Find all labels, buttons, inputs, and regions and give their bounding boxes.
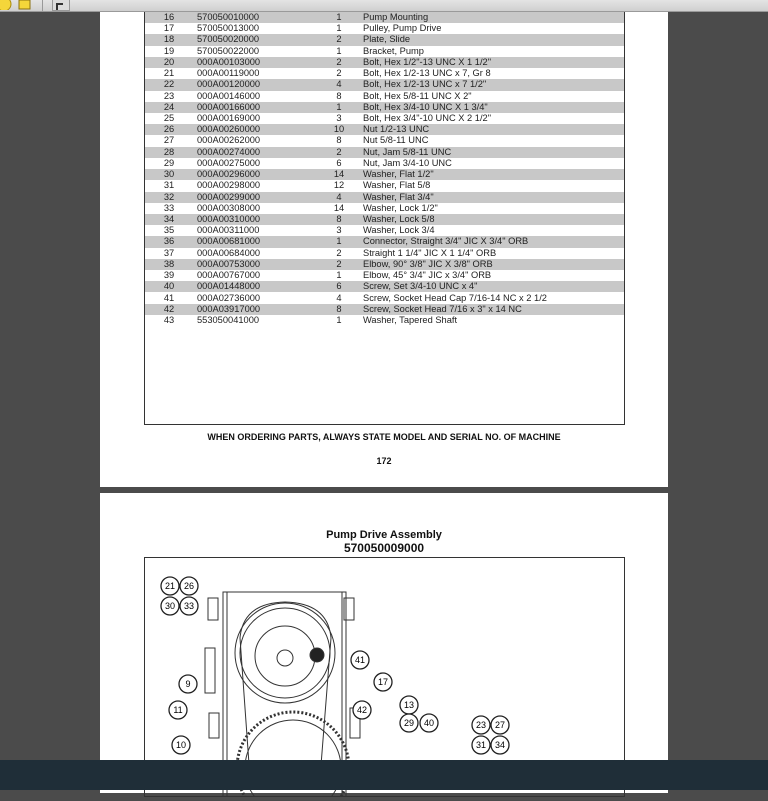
table-row: [145, 12, 624, 23]
description: Bolt, Hex 1/2-13 UNC x 7, Gr 8: [363, 68, 491, 79]
description: Washer, Lock 3/4: [363, 225, 435, 236]
description: Bolt, Hex 3/4"-10 UNC X 2 1/2": [363, 112, 492, 123]
assembly-title: Pump Drive Assembly: [326, 529, 442, 541]
item-number: 39: [163, 270, 175, 281]
part-number: 570050010000: [197, 12, 260, 22]
quantity: 8: [336, 303, 342, 314]
table-row: [145, 225, 624, 236]
description: Straight 1 1/4" JIC X 1 1/4" ORB: [363, 247, 497, 258]
item-number: 35: [163, 225, 175, 236]
quantity: 1: [336, 314, 342, 325]
table-row: [145, 214, 624, 225]
description: Nut, Jam 3/4-10 UNC: [363, 157, 452, 168]
description: Screw, Socket Head 7/16 x 3" x 14 NC: [363, 303, 522, 314]
item-number: 42: [163, 303, 175, 314]
description: Washer, Lock 5/8: [363, 213, 435, 224]
quantity: 10: [333, 124, 345, 135]
description: Elbow, 90° 3/8" JIC X 3/8" ORB: [363, 258, 493, 269]
description: Nut 1/2-13 UNC: [363, 124, 430, 135]
edit-icon[interactable]: [17, 0, 33, 10]
quantity: 12: [333, 180, 345, 191]
table-row: [145, 34, 624, 45]
description: Plate, Slide: [363, 34, 411, 45]
callout-label: 33: [183, 601, 195, 611]
table-row: [145, 180, 624, 191]
quantity: 4: [336, 191, 342, 202]
part-number: 000A00260000: [197, 124, 261, 135]
item-number: 26: [163, 124, 175, 135]
part-number: 000A00169000: [197, 112, 261, 123]
part-number: 000A00753000: [197, 258, 261, 269]
callout-label: 23: [475, 720, 487, 730]
quantity: 6: [336, 157, 342, 168]
item-number: 22: [163, 79, 175, 90]
item-number: 31: [163, 180, 175, 191]
part-number: 000A00262000: [197, 135, 261, 146]
table-row: [145, 102, 624, 113]
item-number: 24: [163, 101, 175, 112]
callout-label: 21: [164, 581, 176, 591]
quantity: 4: [336, 79, 342, 90]
description: Screw, Socket Head Cap 7/16-14 NC x 2 1/2: [363, 292, 547, 303]
item-number: 36: [163, 236, 175, 247]
callout-9: [179, 675, 197, 693]
quantity: 6: [336, 281, 342, 292]
callout-11: [169, 701, 187, 719]
callout-33: [180, 597, 198, 615]
callout-27: [491, 716, 509, 734]
table-row: [145, 192, 624, 203]
description: Elbow, 45° 3/4" JIC x 3/4" ORB: [363, 270, 492, 281]
description: Bracket, Pump: [363, 45, 424, 56]
callout-label: 41: [354, 655, 366, 665]
part-number: 570050013000: [197, 23, 260, 34]
part-number: 000A00310000: [197, 213, 261, 224]
description: Bolt, Hex 1/2-13 UNC x 7 1/2": [363, 79, 487, 90]
table-row: [145, 124, 624, 135]
callout-29: [400, 714, 418, 732]
part-number: 000A00299000: [197, 191, 261, 202]
ordering-notice: WHEN ORDERING PARTS, ALWAYS STATE MODEL AND SERIAL NO. OF MACHINE: [207, 432, 561, 442]
description: Connector, Straight 3/4" JIC X 3/4" ORB: [363, 236, 529, 247]
part-number: 000A00681000: [197, 236, 261, 247]
taskbar: [0, 760, 768, 790]
table-row: [145, 46, 624, 57]
quantity: 8: [336, 90, 342, 101]
description: Nut, Jam 5/8-11 UNC: [363, 146, 452, 157]
toolbar-divider: [42, 0, 43, 12]
description: Bolt, Hex 3/4-10 UNC X 1 3/4": [363, 101, 488, 112]
part-number: 000A00684000: [197, 247, 261, 258]
item-number: 40: [163, 281, 175, 292]
callout-label: 13: [403, 700, 415, 710]
open-icon[interactable]: [0, 0, 12, 10]
table-row: [145, 236, 624, 247]
item-number: 37: [163, 247, 175, 258]
part-number: 000A00166000: [197, 101, 261, 112]
item-number: 29: [163, 157, 175, 168]
table-row: [145, 147, 624, 158]
description: Washer, Flat 3/4": [363, 191, 434, 202]
table-row: [145, 135, 624, 146]
item-number: 32: [163, 191, 175, 202]
part-number: 553050041000: [197, 314, 260, 325]
callout-label: 30: [164, 601, 176, 611]
part-number: 000A00311000: [197, 225, 260, 236]
part-number: 000A03917000: [197, 303, 261, 314]
callout-42: [353, 701, 371, 719]
item-number: 20: [163, 56, 175, 67]
quantity: 1: [336, 101, 342, 112]
part-number: 000A00298000: [197, 180, 261, 191]
item-number: 28: [163, 146, 175, 157]
callout-10: [172, 736, 190, 754]
table-row: [145, 57, 624, 68]
table-row: [145, 113, 624, 124]
quantity: 14: [333, 169, 345, 180]
quantity: 1: [336, 45, 342, 56]
table-row: [145, 79, 624, 90]
description: Washer, Tapered Shaft: [363, 314, 458, 325]
page-number: 172: [376, 456, 392, 466]
part-number: 000A01448000: [197, 281, 261, 292]
parts-table: [144, 0, 625, 425]
quantity: 2: [336, 68, 342, 79]
table-row: [145, 270, 624, 281]
table-row: [145, 281, 624, 292]
pdf-page-172: [100, 0, 668, 487]
callout-label: 42: [356, 705, 368, 715]
quantity: 14: [333, 202, 345, 213]
part-number: 570050020000: [197, 34, 260, 45]
item-number: 30: [163, 169, 175, 180]
description: Bolt, Hex 1/2"-13 UNC X 1 1/2": [363, 56, 492, 67]
callout-13: [400, 696, 418, 714]
item-number: 41: [163, 292, 175, 303]
callout-label: 31: [475, 740, 487, 750]
table-row: [145, 293, 624, 304]
part-number: 000A00296000: [197, 169, 261, 180]
quantity: 8: [336, 135, 342, 146]
callout-label: 10: [175, 740, 187, 750]
callout-23: [472, 716, 490, 734]
part-number: 000A00120000: [197, 79, 261, 90]
quantity: 2: [336, 34, 342, 45]
part-number: 000A00119000: [197, 68, 260, 79]
table-row: [145, 259, 624, 270]
part-number: 000A00103000: [197, 56, 261, 67]
callout-31: [472, 736, 490, 754]
pdf-page-173: [100, 493, 668, 793]
callout-label: 40: [423, 718, 435, 728]
description: Washer, Flat 5/8: [363, 180, 431, 191]
part-number: 000A00275000: [197, 157, 261, 168]
quantity: 2: [336, 247, 342, 258]
part-number: 570050022000: [197, 45, 260, 56]
quantity: 2: [336, 146, 342, 157]
description: Bolt, Hex 5/8-11 UNC X 2": [363, 90, 472, 101]
callout-34: [491, 736, 509, 754]
item-number: 21: [163, 68, 175, 79]
table-row: [145, 304, 624, 315]
quantity: 4: [336, 292, 342, 303]
callout-label: 27: [494, 720, 506, 730]
table-row: [145, 158, 624, 169]
part-number: 000A00767000: [197, 270, 261, 281]
item-number: 16: [163, 12, 175, 22]
description: Washer, Lock 1/2": [363, 202, 438, 213]
callout-17: [374, 673, 392, 691]
item-number: 18: [163, 34, 175, 45]
table-row: [145, 315, 624, 326]
item-number: 33: [163, 202, 175, 213]
part-number: 000A00146000: [197, 90, 261, 101]
quantity: 1: [336, 12, 342, 22]
description: Pump Mounting: [363, 12, 429, 22]
callout-label: 29: [403, 718, 415, 728]
callout-label: 26: [183, 581, 195, 591]
item-number: 17: [163, 23, 175, 34]
callout-40: [420, 714, 438, 732]
quantity: 8: [336, 213, 342, 224]
callout-30: [161, 597, 179, 615]
quantity: 2: [336, 56, 342, 67]
callout-21: [161, 577, 179, 595]
description: Washer, Flat 1/2": [363, 169, 434, 180]
item-number: 27: [163, 135, 175, 146]
item-number: 19: [163, 45, 175, 56]
quantity: 1: [336, 23, 342, 34]
description: Screw, Set 3/4-10 UNC x 4": [363, 281, 478, 292]
part-number: 000A02736000: [197, 292, 261, 303]
table-row: [145, 91, 624, 102]
callout-label: 17: [377, 677, 389, 687]
table-row: [145, 248, 624, 259]
item-number: 38: [163, 258, 175, 269]
quantity: 3: [336, 112, 342, 123]
part-number: 000A00274000: [197, 146, 261, 157]
table-row: [145, 23, 624, 34]
callout-label: 11: [173, 705, 183, 715]
table-row: [145, 169, 624, 180]
item-number: 25: [163, 112, 175, 123]
description: Pulley, Pump Drive: [363, 23, 442, 34]
assembly-number: 570050009000: [343, 541, 425, 555]
table-row: [145, 68, 624, 79]
quantity: 1: [336, 270, 342, 281]
page-icon[interactable]: [52, 0, 70, 11]
table-row: [145, 203, 624, 214]
description: Nut 5/8-11 UNC: [363, 135, 429, 146]
item-number: 43: [163, 314, 175, 325]
quantity: 1: [336, 236, 342, 247]
callout-41: [351, 651, 369, 669]
callout-label: 9: [185, 679, 191, 689]
callout-26: [180, 577, 198, 595]
item-number: 23: [163, 90, 175, 101]
item-number: 34: [163, 213, 175, 224]
part-number: 000A00308000: [197, 202, 261, 213]
callout-label: 34: [494, 740, 506, 750]
quantity: 3: [336, 225, 342, 236]
toolbar: [0, 0, 768, 12]
quantity: 2: [336, 258, 342, 269]
